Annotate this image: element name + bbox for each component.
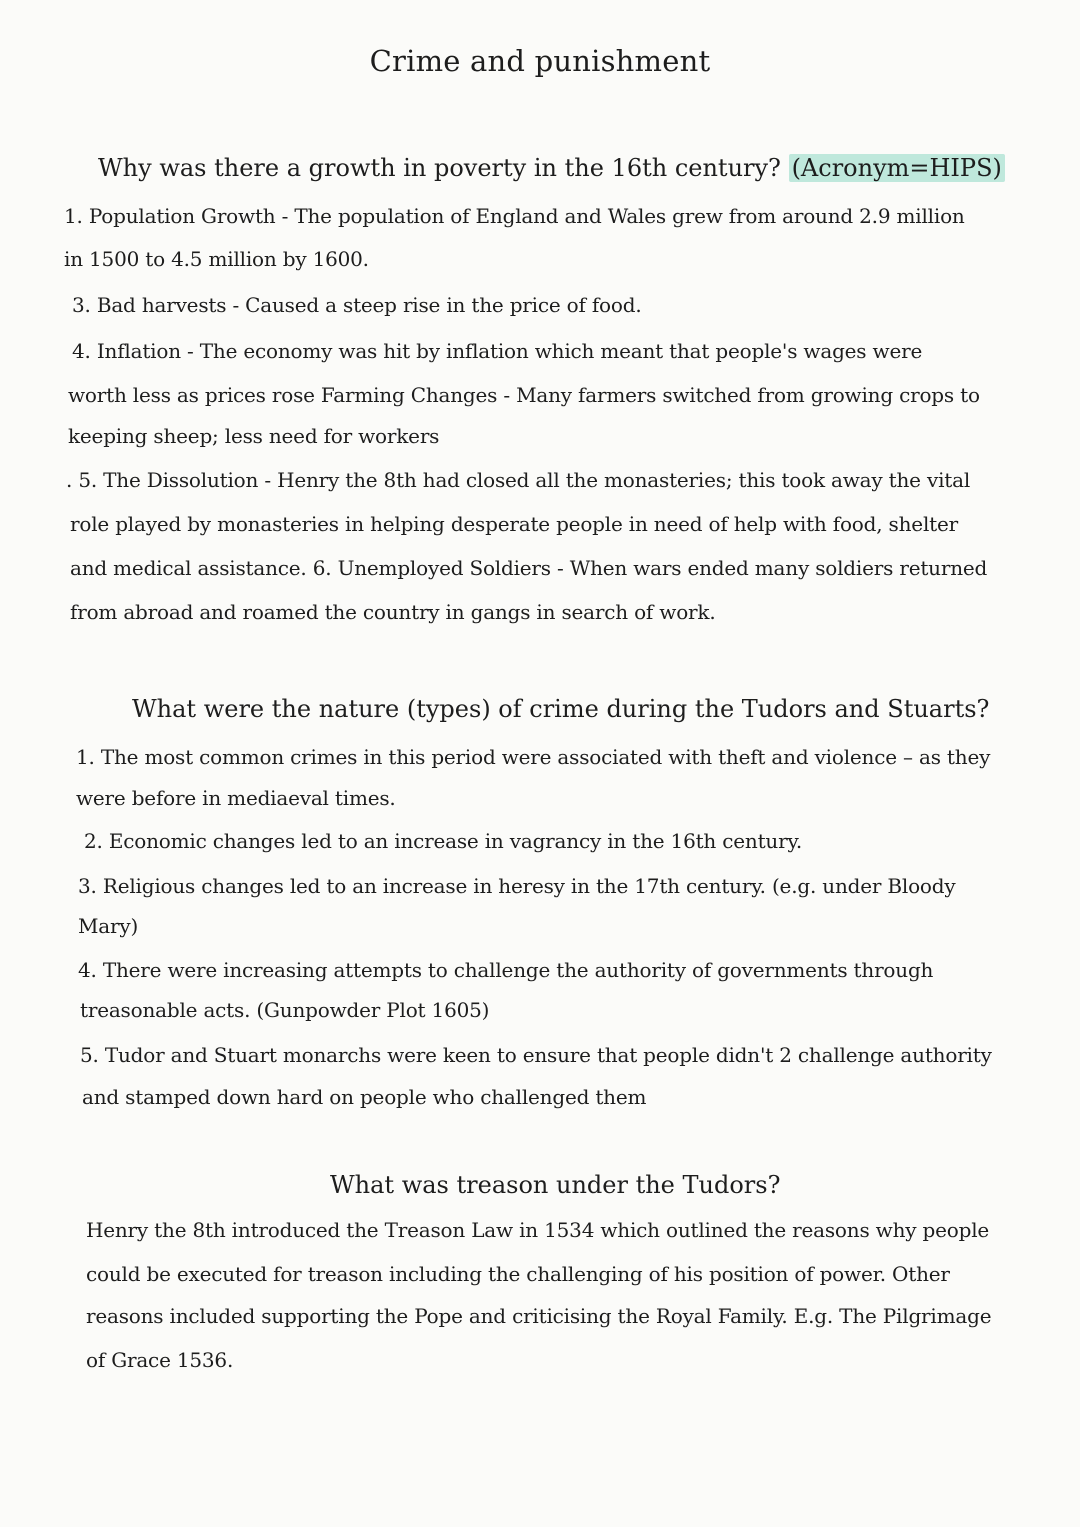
paragraph-line: 4. There were increasing attempts to challenge the authority of governments through <box>78 958 934 982</box>
section-heading-treason: What was treason under the Tudors? <box>330 1171 781 1199</box>
paragraph-line: reasons included supporting the Pope and criticising the Royal Family. E.g. The Pilgrimage <box>86 1304 992 1328</box>
paragraph-line: from abroad and roamed the country in gangs in search of work. <box>70 600 716 624</box>
paragraph-line: 1. The most common crimes in this period were associated with theft and violence – as they <box>76 745 991 769</box>
acronym-highlight: (Acronym=HIPS) <box>789 154 1005 182</box>
paragraph-line: worth less as prices rose Farming Changes - Many farmers switched from growing crops to <box>68 383 980 407</box>
paragraph-line: were before in mediaeval times. <box>76 786 396 810</box>
paragraph-line: Mary) <box>78 914 139 938</box>
paragraph-line: role played by monasteries in helping desperate people in need of help with food, shelter <box>70 512 958 536</box>
paragraph-line: in 1500 to 4.5 million by 1600. <box>64 247 369 271</box>
paragraph-line: could be executed for treason including the challenging of his position of power. Other <box>86 1262 950 1286</box>
paragraph-line: 5. Tudor and Stuart monarchs were keen to ensure that people didn't 2 challenge authority <box>80 1043 992 1067</box>
paragraph-line: and stamped down hard on people who challenged them <box>82 1085 647 1109</box>
paragraph-line: . 5. The Dissolution - Henry the 8th had closed all the monasteries; this took away the vital <box>66 468 971 492</box>
paragraph-line: 3. Religious changes led to an increase in heresy in the 17th century. (e.g. under Bloody <box>78 874 956 898</box>
paragraph-line: and medical assistance. 6. Unemployed Soldiers - When wars ended many soldiers returned <box>70 556 988 580</box>
paragraph-line: 1. Population Growth - The population of England and Wales grew from around 2.9 million <box>64 204 965 228</box>
paragraph-line: of Grace 1536. <box>86 1348 234 1372</box>
paragraph-line: keeping sheep; less need for workers <box>68 424 440 448</box>
page-title: Crime and punishment <box>369 44 711 78</box>
paragraph-line: 3. Bad harvests - Caused a steep rise in the price of food. <box>72 293 642 317</box>
paragraph-line: 2. Economic changes led to an increase in vagrancy in the 16th century. <box>84 829 803 853</box>
paragraph-line: 4. Inflation - The economy was hit by inflation which meant that people's wages were <box>72 339 923 363</box>
section-heading-poverty <box>98 154 1005 182</box>
section-heading-crime-types: What were the nature (types) of crime during the Tudors and Stuarts? <box>132 695 990 723</box>
paragraph-line: treasonable acts. (Gunpowder Plot 1605) <box>80 998 490 1022</box>
paragraph-line: Henry the 8th introduced the Treason Law in 1534 which outlined the reasons why people <box>86 1218 990 1242</box>
heading-text: Why was there a growth in poverty in the 16th century? <box>98 154 781 182</box>
